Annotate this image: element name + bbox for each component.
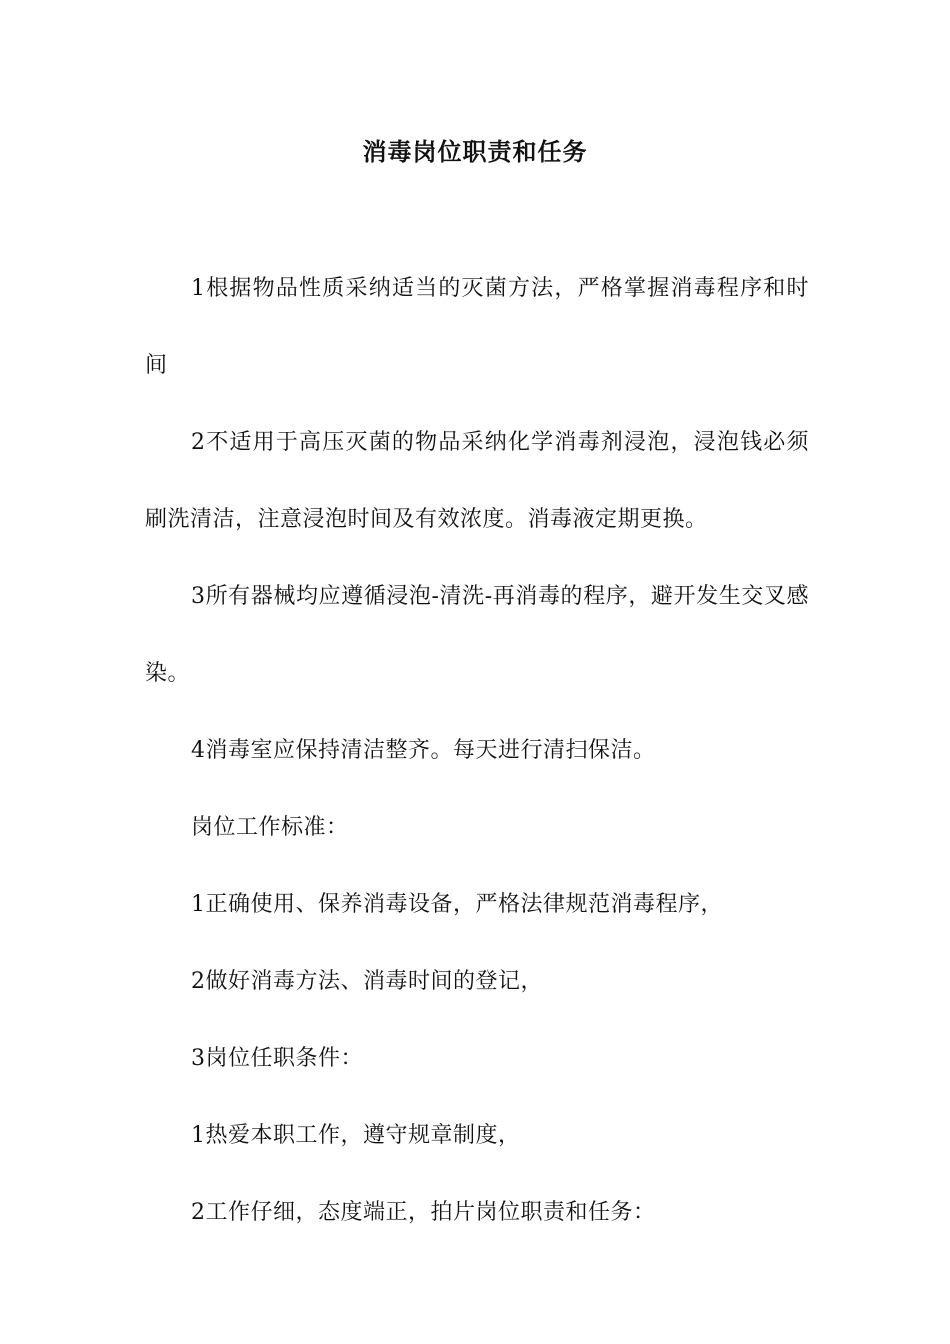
- paragraph-duty-3: 3所有器械均应遵循浸泡-清洗-再消毒的程序，避开发生交叉感染。: [145, 584, 809, 686]
- paragraph-standard-1: 1正确使用、保养消毒设备，严格法律规范消毒程序，: [191, 892, 723, 917]
- paragraph-qualification-2: 2工作仔细，态度端正，拍片岗位职责和任务：: [191, 1200, 656, 1225]
- document-body: [145, 250, 809, 1251]
- paragraph-qualification-1: 1热爱本职工作，遵守规章制度，: [191, 1123, 521, 1148]
- document-title: 消毒岗位职责和任务: [362, 137, 588, 166]
- paragraph-duty-1: 1根据物品性质采纳适当的灭菌方法，严格掌握消毒程序和时间: [145, 276, 809, 378]
- paragraph-duty-4: 4消毒室应保持清洁整齐。每天进行清扫保洁。: [191, 738, 656, 763]
- paragraph-standard-2: 2做好消毒方法、消毒时间的登记，: [191, 969, 543, 994]
- paragraph-duty-2: 2不适用于高压灭菌的物品采纳化学消毒剂浸泡，浸泡钱必须刷洗清洁，注意浸泡时间及有效浓度。消毒液定期更换。: [145, 430, 809, 532]
- section-heading-work-standard: 岗位工作标准：: [191, 815, 349, 840]
- paragraph-standard-3: 3岗位任职条件：: [191, 1046, 363, 1071]
